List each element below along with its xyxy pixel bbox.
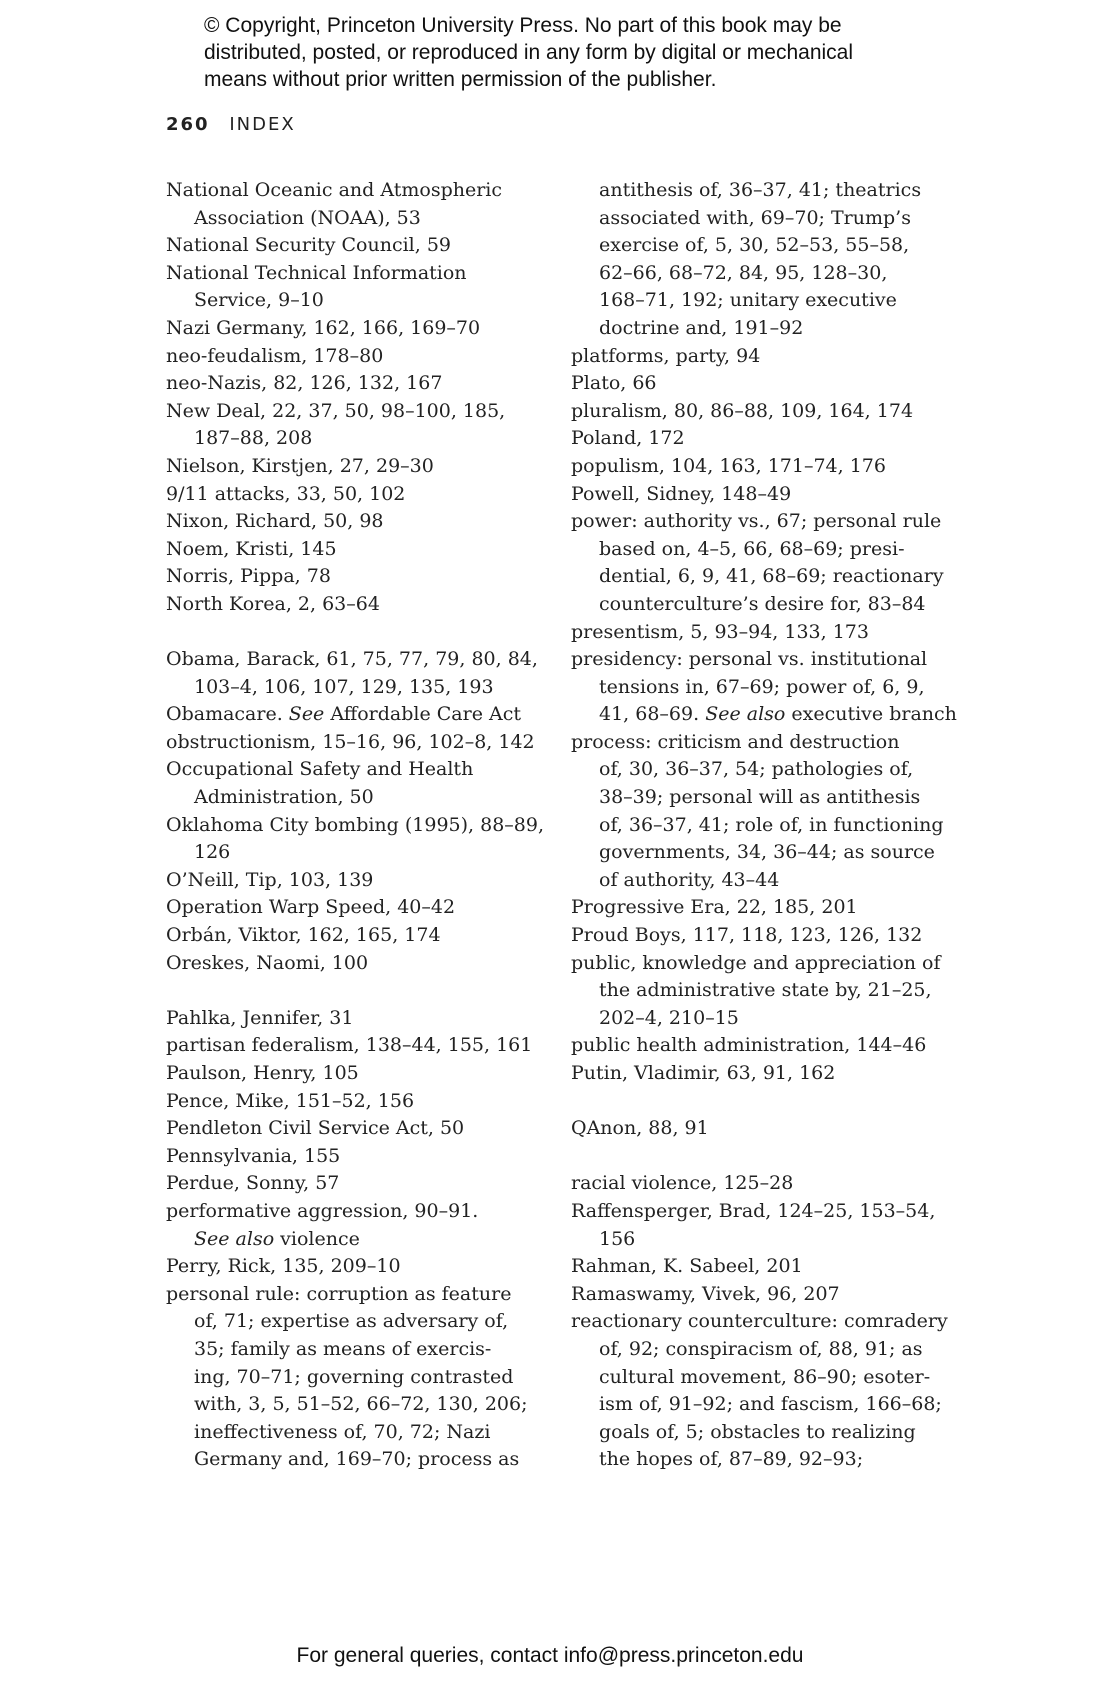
index-line: Pahlka, Jennifer, 31 [166,1006,354,1029]
index-line: Association (NOAA), 53 [194,206,421,229]
index-line: antithesis of, 36–37, 41; theatrics [599,179,922,201]
index-line: Putin, Vladimir, 63, 91, 162 [571,1062,836,1084]
index-line: 9/11 attacks, 33, 50, 102 [166,482,406,505]
index-line: doctrine and, 191–92 [599,316,804,339]
index-line: Perdue, Sonny, 57 [166,1172,340,1195]
index-line: of, 30, 36–37, 54; pathologies of, [599,758,914,781]
index-line: pluralism, 80, 86–88, 109, 164, 174 [571,399,914,422]
index-line: populism, 104, 163, 171–74, 176 [571,454,886,477]
index-line: Nielson, Kirstjen, 27, 29–30 [166,454,434,477]
index-line: exercise of, 5, 30, 52–53, 55–58, [599,234,910,257]
index-line: See also violence [194,1227,360,1250]
index-line: Powell, Sidney, 148–49 [571,482,792,505]
index-line: Operation Warp Speed, 40–42 [166,896,456,919]
index-line: Oreskes, Naomi, 100 [166,951,369,974]
copyright-line: © Copyright, Princeton University Press. No part of this book may be [204,14,842,37]
index-line: 202–4, 210–15 [599,1006,739,1029]
index-line: Paulson, Henry, 105 [166,1062,359,1084]
index-line: New Deal, 22, 37, 50, 98–100, 185, [166,399,506,422]
index-line: counterculture’s desire for, 83–84 [599,592,926,615]
index-line: Plato, 66 [571,372,657,395]
index-line: Pence, Mike, 151–52, 156 [166,1089,415,1112]
index-line: partisan federalism, 138–44, 155, 161 [166,1034,533,1057]
index-line: National Security Council, 59 [166,234,451,257]
index-line: Oklahoma City bombing (1995), 88–89, [166,813,545,836]
index-line: Nazi Germany, 162, 166, 169–70 [166,316,481,339]
index-spacer [166,619,556,647]
index-line: of, 92; conspiracism of, 88, 91; as [599,1337,923,1360]
index-line: Pennsylvania, 155 [166,1144,341,1167]
index-line: with, 3, 5, 51–52, 66–72, 130, 206; [194,1393,528,1416]
index-line: Perry, Rick, 135, 209–10 [166,1255,401,1278]
index-line: of authority, 43–44 [599,868,780,891]
index-line: neo-Nazis, 82, 126, 132, 167 [166,372,443,395]
index-line: of, 36–37, 41; role of, in functioning [599,813,944,836]
index-line: ing, 70–71; governing contrasted [194,1365,514,1388]
index-line: tensions in, 67–69; power of, 6, 9, [599,675,925,698]
index-line: personal rule: corruption as feature [166,1282,512,1305]
index-line: Germany and, 169–70; process as [194,1448,520,1471]
index-line: Ramaswamy, Vivek, 96, 207 [571,1282,840,1305]
index-line: 35; family as means of exercis- [194,1337,492,1360]
index-line: Proud Boys, 117, 118, 123, 126, 132 [571,924,923,947]
index-line: based on, 4–5, 66, 68–69; presi- [599,537,905,560]
index-line: 103–4, 106, 107, 129, 135, 193 [194,675,494,698]
copyright-line: distributed, posted, or reproduced in any form by digital or mechanical [204,41,854,64]
index-line: ism of, 91–92; and fascism, 166–68; [599,1393,942,1416]
copyright-line: means without prior written permission of the publisher. [204,68,717,91]
index-line: racial violence, 125–28 [571,1172,794,1195]
index-column-left [166,177,556,1474]
index-line: Noem, Kristi, 145 [166,537,337,560]
index-line: 62–66, 68–72, 84, 95, 128–30, [599,261,888,284]
index-line: ineffectiveness of, 70, 72; Nazi [194,1420,491,1443]
index-line: Poland, 172 [571,427,685,450]
index-line: 168–71, 192; unitary executive [599,289,897,312]
index-line: associated with, 69–70; Trump’s [599,206,911,229]
index-line: 187–88, 208 [194,427,313,450]
index-line: obstructionism, 15–16, 96, 102–8, 142 [166,730,535,753]
index-line: Progressive Era, 22, 185, 201 [571,896,858,919]
index-spacer [571,1143,971,1171]
index-line: Rahman, K. Sabeel, 201 [571,1255,803,1278]
index-line: Pendleton Civil Service Act, 50 [166,1117,465,1140]
index-line: QAnon, 88, 91 [571,1117,709,1140]
index-line: reactionary counterculture: comradery [571,1310,948,1333]
index-line: O’Neill, Tip, 103, 139 [166,868,374,891]
section-title: INDEX [229,114,296,135]
index-line: Occupational Safety and Health [166,758,474,781]
index-spacer [571,1088,971,1116]
index-line: 126 [194,841,231,864]
index-line: public, knowledge and appreciation of [571,951,941,974]
index-line: process: criticism and destruction [571,730,900,753]
index-line: platforms, party, 94 [571,344,761,367]
index-line: Administration, 50 [194,786,374,809]
index-line: Service, 9–10 [194,289,324,312]
index-line: performative aggression, 90–91. [166,1199,479,1222]
index-line: 156 [599,1227,636,1250]
index-line: cultural movement, 86–90; esoter- [599,1365,931,1388]
index-line: 41, 68–69. See also executive branch [599,703,957,726]
index-line: 38–39; personal will as antithesis [599,786,921,809]
index-line: presentism, 5, 93–94, 133, 173 [571,620,869,643]
index-line: the hopes of, 87–89, 92–93; [599,1448,864,1471]
index-line: neo-feudalism, 178–80 [166,344,384,367]
index-column-right [571,177,971,1474]
copyright-notice [204,12,904,93]
index-line: North Korea, 2, 63–64 [166,592,380,615]
index-line: Obama, Barack, 61, 75, 77, 79, 80, 84, [166,648,538,671]
index-line: Raffensperger, Brad, 124–25, 153–54, [571,1199,936,1222]
index-line: Orbán, Viktor, 162, 165, 174 [166,924,441,947]
index-line: dential, 6, 9, 41, 68–69; reactionary [599,565,944,588]
index-line: of, 71; expertise as adversary of, [194,1310,509,1333]
index-line: Obamacare. See Affordable Care Act [166,703,522,726]
index-line: goals of, 5; obstacles to realizing [599,1420,916,1443]
running-head [166,114,296,135]
footer-contact: For general queries, contact info@press.princeton.edu [296,1644,804,1667]
index-line: Norris, Pippa, 78 [166,565,331,588]
index-line: Nixon, Richard, 50, 98 [166,510,384,533]
index-line: National Technical Information [166,261,467,284]
index-line: governments, 34, 36–44; as source [599,841,935,864]
index-spacer [166,977,556,1005]
index-line: public health administration, 144–46 [571,1034,927,1057]
index-line: presidency: personal vs. institutional [571,648,928,671]
index-line: the administrative state by, 21–25, [599,979,932,1002]
index-line: National Oceanic and Atmospheric [166,179,503,201]
page-number: 260 [166,114,210,135]
index-line: power: authority vs., 67; personal rule [571,510,942,533]
